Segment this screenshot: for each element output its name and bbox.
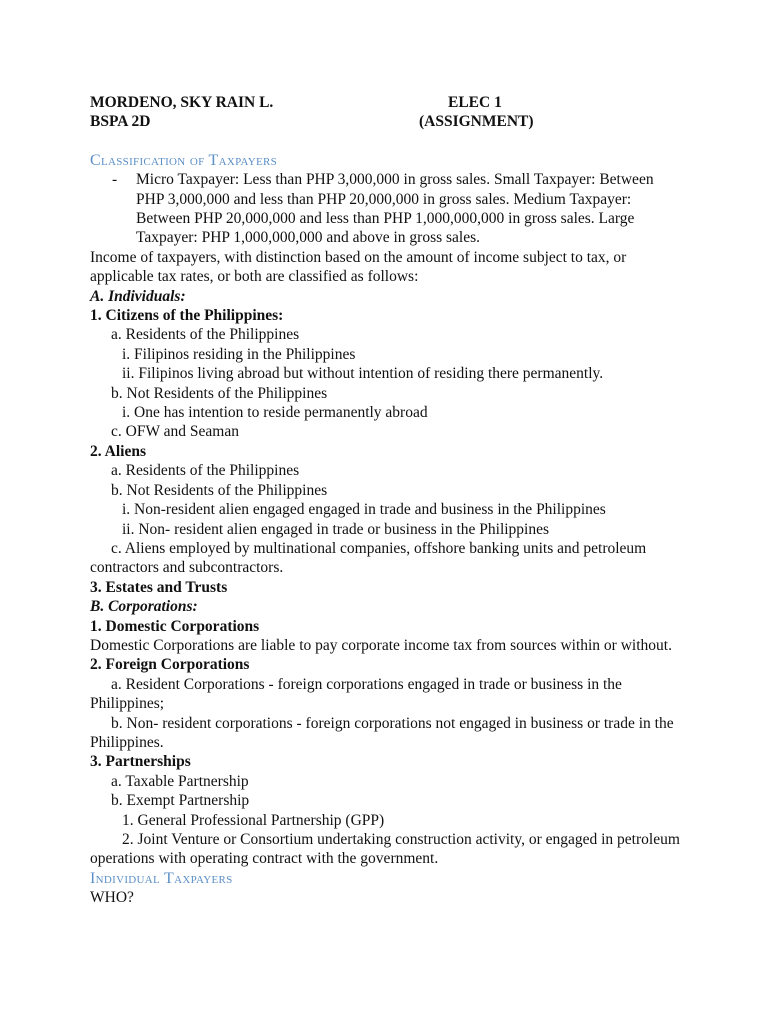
domestic-title: 1. Domestic Corporations xyxy=(90,617,260,635)
aliens-title: 2. Aliens xyxy=(90,442,146,460)
aliens-item-b-i: i. Non-resident alien engaged engaged in trade and business in the Philippines xyxy=(122,501,606,519)
bullet-dash: - xyxy=(112,171,118,189)
corporations-heading: B. Corporations: xyxy=(90,598,198,616)
section-heading-classification: Classification of Taxpayers xyxy=(90,151,278,169)
citizens-item-a-ii: ii. Filipinos living abroad but without intention of residing there permanently. xyxy=(122,365,604,383)
student-section: BSPA 2D xyxy=(90,113,151,131)
partnerships-item-b-2: 2. Joint Venture or Consortium undertaking construction activity, or engaged in petroleum operations with operating contract with the government. xyxy=(90,831,680,868)
foreign-item-b: b. Non- resident corporations - foreign corporations not engaged in business or trade in the Philippines. xyxy=(90,714,674,751)
foreign-item-a: a. Resident Corporations - foreign corporations engaged in trade or business in the Philippines; xyxy=(90,675,622,713)
aliens-item-c: c. Aliens employed by multinational companies, offshore banking units and petroleum contractors and subcontractors. xyxy=(90,539,647,577)
taxpayer-size-bullet xyxy=(90,170,680,248)
domestic-text: Domestic Corporations are liable to pay corporate income tax from sources within or without. xyxy=(90,636,672,654)
partnerships-title: 3. Partnerships xyxy=(90,753,191,771)
header-row-2 xyxy=(90,112,680,131)
partnerships-item-b-1: 1. General Professional Partnership (GPP) xyxy=(122,811,385,829)
citizens-item-c: c. OFW and Seaman xyxy=(111,423,239,441)
estates-title: 3. Estates and Trusts xyxy=(90,578,228,596)
aliens-item-a: a. Residents of the Philippines xyxy=(111,462,300,480)
partnerships-item-a: a. Taxable Partnership xyxy=(111,772,249,790)
document-type: (ASSIGNMENT) xyxy=(419,113,534,131)
foreign-title: 2. Foreign Corporations xyxy=(90,656,250,674)
bullet-text: Micro Taxpayer: Less than PHP 3,000,000 in gross sales. Small Taxpayer: Between PHP 3,000,000 and less than PHP 20,000,000 in gross sales. Medium Taxpayer: Between PHP 20,000,000 and less than PHP 1,000,000,000 in gross sales. Large Taxpayer: PHP 1,000,000,000 and above in gross sales. xyxy=(136,171,654,247)
header-row-1 xyxy=(90,93,680,112)
citizens-item-a: a. Residents of the Philippines xyxy=(111,326,300,344)
citizens-item-b: b. Not Residents of the Philippines xyxy=(111,384,328,402)
course-code: ELEC 1 xyxy=(448,94,502,111)
individuals-heading: A. Individuals: xyxy=(90,287,186,305)
citizens-title: 1. Citizens of the Philippines: xyxy=(90,307,284,325)
intro-paragraph: Income of taxpayers, with distinction based on the amount of income subject to tax, or applicable tax rates, or both are classified as follows: xyxy=(90,248,627,286)
document-body xyxy=(90,93,680,908)
aliens-item-b-ii: ii. Non- resident alien engaged in trade or business in the Philippines xyxy=(122,520,550,538)
section-heading-individual-taxpayers: Individual Taxpayers xyxy=(90,869,233,887)
citizens-item-a-i: i. Filipinos residing in the Philippines xyxy=(122,345,356,363)
student-name: MORDENO, SKY RAIN L. xyxy=(90,94,274,111)
partnerships-item-b: b. Exempt Partnership xyxy=(111,792,250,810)
citizens-item-b-i: i. One has intention to reside permanently abroad xyxy=(122,404,428,422)
who-text: WHO? xyxy=(90,889,134,907)
aliens-item-b: b. Not Residents of the Philippines xyxy=(111,481,328,499)
